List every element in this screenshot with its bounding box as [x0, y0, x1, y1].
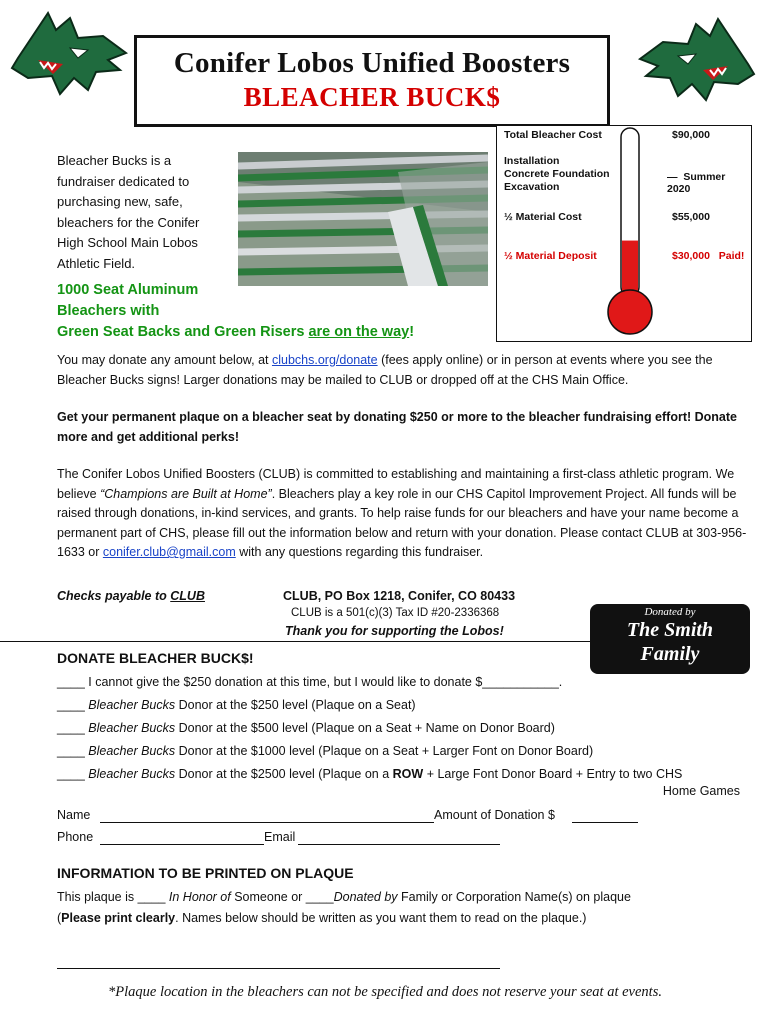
donate-option-500[interactable]: ____ Bleacher Bucks Donor at the $500 level (Plaque on a Seat + Name on Donor Board) — [57, 721, 555, 735]
wolf-mascot-left-icon — [8, 8, 132, 98]
plaque-heading: INFORMATION TO BE PRINTED ON PLAQUE — [57, 865, 354, 881]
phone-field[interactable]: Phone — [57, 830, 94, 844]
donated-by-sign: Donated by The Smith Family — [590, 604, 750, 674]
half-cost-value: $55,000 — [672, 211, 710, 223]
amount-field[interactable]: Amount of Donation $ — [434, 808, 555, 822]
thank-you: Thank you for supporting the Lobos! — [285, 624, 504, 638]
print-instructions: (Please print clearly. Names below should be written as you want them to read on the plaque.) — [57, 911, 587, 925]
donate-paragraph: You may donate any amount below, at clubchs.org/donate (fees apply online) or in person at events where you see the Bleacher Bucks signs! Larger donations may be mailed to CLUB or dropped off at the CHS Main Office. — [57, 353, 713, 387]
donate-option-1000[interactable]: ____ Bleacher Bucks Donor at the $1000 level (Plaque on a Seat + Larger Font on Donor Board) — [57, 744, 594, 758]
donate-link[interactable]: clubchs.org/donate — [271, 353, 378, 367]
plaque-name-line[interactable] — [57, 968, 500, 969]
email-field[interactable]: Email — [264, 830, 296, 844]
donate-heading: DONATE BLEACHER BUCK$! — [57, 650, 254, 666]
thermometer-graphic — [607, 126, 657, 341]
phone-line — [100, 844, 264, 845]
tax-id: CLUB is a 501(c)(3) Tax ID #20-2336368 — [291, 607, 500, 619]
wolf-mascot-right-icon — [634, 14, 758, 104]
donate-option-2500[interactable]: ____ Bleacher Bucks Donor at the $2500 level (Plaque on a ROW + Large Font Donor Board + Entry to two CHS Home Games — [57, 767, 740, 798]
fundraising-thermometer — [496, 125, 752, 342]
name-field[interactable]: Name — [57, 808, 91, 822]
total-cost-label: Total Bleacher Cost — [504, 129, 602, 141]
plaque-type-line[interactable]: This plaque is ____ In Honor of Someone or ____Donated by Family or Corporation Name(s) on plaque — [57, 890, 631, 904]
email-line — [298, 844, 500, 845]
donate-option-custom[interactable]: ____ I cannot give the $250 donation at this time, but I would like to donate $___________. — [57, 675, 563, 689]
name-line — [100, 822, 434, 823]
bleacher-announcement: 1000 Seat Aluminum Bleachers with Green Seat Backs and Green Risers are on the way! — [57, 282, 415, 340]
deposit-value: $30,000 Paid! — [672, 250, 745, 262]
club-address: CLUB, PO Box 1218, Conifer, CO 80433 — [283, 589, 516, 603]
page-title: Conifer Lobos Unified Boosters — [173, 47, 571, 79]
page-subtitle: BLEACHER BUCK$ — [243, 82, 501, 112]
total-cost-value: $90,000 — [672, 129, 710, 141]
club-paragraph: The Conifer Lobos Unified Boosters (CLUB) is committed to establishing and maintaining a first-class athletic program. We believe “Champions are Built at Home”. Bleachers play a key role in our CHS Capitol Improvement Project. All funds will be raised through donations, in-kind services, and grants. To help raise funds for our bleachers and have your name become a permanent part of CHS, please fill out the information below and return with your donation. Please contact CLUB at 303-956-1633 or conifer.club@gmail.com with any questions regarding this fundraiser. — [57, 467, 747, 559]
donate-option-250[interactable]: ____ Bleacher Bucks Donor at the $250 level (Plaque on a Seat) — [57, 698, 416, 712]
half-cost-label: ½ Material Cost — [504, 211, 582, 223]
deposit-label: ½ Material Deposit — [504, 250, 597, 262]
installation-label: Installation Concrete Foundation Excavation — [504, 155, 610, 193]
title-box — [134, 35, 610, 127]
footer-note: *Plaque location in the bleachers can not be specified and does not reserve your seat at events. — [108, 984, 662, 1000]
intro-text: Bleacher Bucks is a fundraiser dedicated to purchasing new, safe, bleachers for the Conifer High School Main Lobos Athletic Field. — [57, 153, 200, 271]
bleacher-photo — [238, 152, 488, 286]
checks-payable: Checks payable to CLUB — [57, 589, 205, 603]
plaque-offer-paragraph: Get your permanent plaque on a bleacher seat by donating $250 or more to the bleacher fundraising effort! Donate more and get additional perks! — [57, 410, 737, 444]
amount-line — [572, 822, 638, 823]
installation-value: — Summer 2020 — [667, 171, 726, 195]
divider — [0, 641, 590, 642]
email-link[interactable]: conifer.club@gmail.com — [102, 545, 236, 559]
